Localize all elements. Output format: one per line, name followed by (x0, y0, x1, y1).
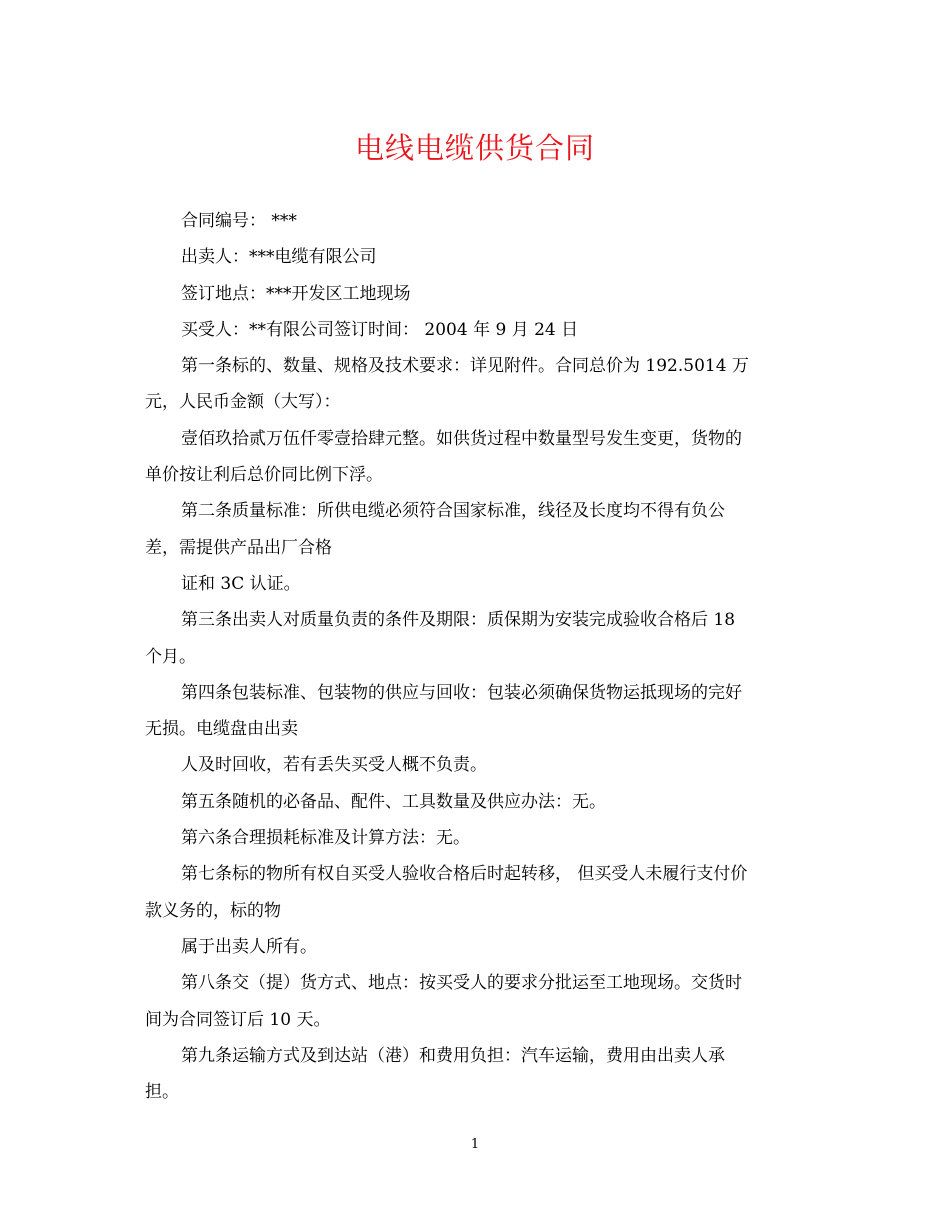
article-2-line-1: 第二条质量标准：所供电缆必须符合国家标准，线径及长度均不得有负公 (181, 501, 725, 522)
article-8-line-1: 第八条交（提）货方式、地点：按买受人的要求分批运至工地现场。交货时 (181, 973, 742, 994)
seller-line: 出卖人：***电缆有限公司 (181, 247, 377, 268)
article-7-line-2: 款义务的，标的物 (145, 900, 281, 921)
article-9-line-2: 担。 (145, 1082, 179, 1103)
article-1-line-2: 元，人民币金额（大写）： (145, 392, 341, 413)
article-7-line-3: 属于出卖人所有。 (181, 936, 317, 957)
document-body (145, 203, 805, 1110)
contract-number-line: 合同编号： *** (181, 211, 297, 231)
article-4-line-3: 人及时回收，若有丢失买受人概不负责。 (181, 755, 487, 776)
article-7-line-1: 第七条标的物所有权自买受人验收合格后时起转移， 但买受人未履行支付价 (181, 864, 748, 885)
article-1-line-3: 壹佰玖拾贰万伍仟零壹拾肆元整。如供货过程中数量型号发生变更，货物的 (181, 428, 742, 449)
page-number: 1 (470, 1137, 480, 1152)
article-9-line-1: 第九条运输方式及到达站（港）和费用负担：汽车运输，费用由出卖人承 (181, 1045, 725, 1066)
article-4-line-1: 第四条包装标准、包装物的供应与回收：包装必须确保货物运抵现场的完好 (181, 682, 742, 703)
article-2-line-3: 证和 3C 认证。 (181, 573, 301, 594)
buyer-and-date-line: 买受人：**有限公司签订时间： 2004 年 9 月 24 日 (181, 319, 579, 340)
article-2-line-2: 差，需提供产品出厂合格 (145, 537, 332, 558)
signing-place-line: 签订地点：***开发区工地现场 (181, 283, 411, 304)
article-1-line-1: 第一条标的、数量、规格及技术要求：详见附件。合同总价为 192.5014 万 (181, 356, 749, 377)
article-3-line-2: 个月。 (145, 646, 196, 667)
article-6-line: 第六条合理损耗标准及计算方法：无。 (181, 828, 470, 849)
article-8-line-2: 间为合同签订后 10 天。 (145, 1009, 331, 1030)
article-1-line-4: 单价按让利后总价同比例下浮。 (145, 465, 383, 486)
document-title: 电线电缆供货合同 (354, 131, 595, 165)
article-4-line-2: 无损。电缆盘由出卖 (145, 719, 298, 740)
article-3-line-1: 第三条出卖人对质量负责的条件及期限：质保期为安装完成验收合格后 18 (181, 610, 736, 631)
article-5-line: 第五条随机的必备品、配件、工具数量及供应办法：无。 (181, 791, 606, 812)
